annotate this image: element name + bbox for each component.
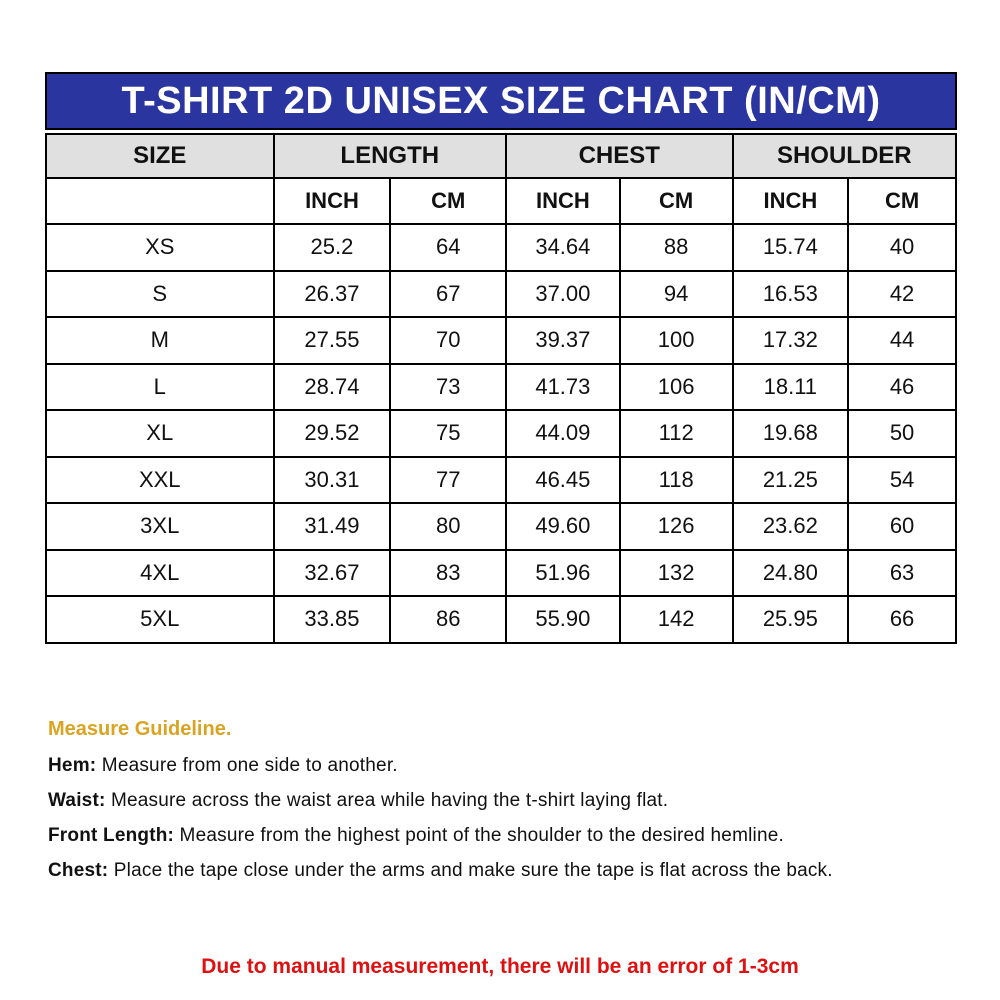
measurement-cell: 39.37 bbox=[506, 317, 620, 364]
measurement-cell: 55.90 bbox=[506, 596, 620, 643]
measurement-cell: 33.85 bbox=[274, 596, 391, 643]
measurement-cell: 73 bbox=[390, 364, 506, 411]
measurement-cell: 30.31 bbox=[274, 457, 391, 504]
guideline-item bbox=[48, 825, 958, 847]
column-header-length: LENGTH bbox=[274, 134, 506, 178]
table-row bbox=[46, 596, 956, 643]
unit-header-shoulder-cm: CM bbox=[848, 178, 956, 224]
measurement-cell: 63 bbox=[848, 550, 956, 597]
guideline-label: Front Length: bbox=[48, 825, 175, 846]
measurement-cell: 40 bbox=[848, 224, 956, 271]
guideline-text: Place the tape close under the arms and make sure the tape is flat across the back. bbox=[108, 860, 833, 881]
guideline-label: Hem: bbox=[48, 755, 97, 776]
measurement-cell: 24.80 bbox=[733, 550, 849, 597]
measurement-cell: 31.49 bbox=[274, 503, 391, 550]
guideline-item bbox=[48, 755, 958, 777]
size-cell: XXL bbox=[46, 457, 274, 504]
table-row bbox=[46, 550, 956, 597]
size-cell: XS bbox=[46, 224, 274, 271]
measurement-cell: 21.25 bbox=[733, 457, 849, 504]
guideline-text: Measure from the highest point of the shoulder to the desired hemline. bbox=[174, 825, 784, 846]
size-cell: L bbox=[46, 364, 274, 411]
measure-guideline-section bbox=[48, 718, 958, 895]
unit-header-length-cm: CM bbox=[390, 178, 506, 224]
measurement-cell: 18.11 bbox=[733, 364, 849, 411]
measurement-cell: 44.09 bbox=[506, 410, 620, 457]
measurement-cell: 100 bbox=[620, 317, 733, 364]
size-cell: M bbox=[46, 317, 274, 364]
table-row bbox=[46, 457, 956, 504]
measurement-cell: 28.74 bbox=[274, 364, 391, 411]
unit-header-chest-inch: INCH bbox=[506, 178, 620, 224]
measurement-cell: 27.55 bbox=[274, 317, 391, 364]
guideline-item bbox=[48, 790, 958, 812]
measurement-cell: 34.64 bbox=[506, 224, 620, 271]
guideline-text: Measure from one side to another. bbox=[96, 755, 398, 776]
measurement-cell: 70 bbox=[390, 317, 506, 364]
measurement-cell: 49.60 bbox=[506, 503, 620, 550]
measurement-cell: 37.00 bbox=[506, 271, 620, 318]
size-table bbox=[45, 133, 957, 644]
measurement-cell: 54 bbox=[848, 457, 956, 504]
measurement-cell: 25.95 bbox=[733, 596, 849, 643]
measurement-cell: 32.67 bbox=[274, 550, 391, 597]
size-cell: 5XL bbox=[46, 596, 274, 643]
measurement-cell: 126 bbox=[620, 503, 733, 550]
size-cell: XL bbox=[46, 410, 274, 457]
size-cell: S bbox=[46, 271, 274, 318]
measurement-cell: 83 bbox=[390, 550, 506, 597]
guideline-text: Measure across the waist area while having the t-shirt laying flat. bbox=[105, 790, 669, 811]
table-row bbox=[46, 271, 956, 318]
guideline-items bbox=[48, 755, 958, 882]
table-row bbox=[46, 364, 956, 411]
measurement-cell: 64 bbox=[390, 224, 506, 271]
measurement-cell: 19.68 bbox=[733, 410, 849, 457]
measurement-cell: 41.73 bbox=[506, 364, 620, 411]
size-table-body bbox=[46, 224, 956, 643]
measurement-cell: 44 bbox=[848, 317, 956, 364]
size-chart bbox=[45, 72, 957, 644]
column-header-size: SIZE bbox=[46, 134, 274, 178]
table-row bbox=[46, 410, 956, 457]
measurement-cell: 42 bbox=[848, 271, 956, 318]
measurement-cell: 26.37 bbox=[274, 271, 391, 318]
measurement-cell: 46.45 bbox=[506, 457, 620, 504]
measurement-error-note: Due to manual measurement, there will be an error of 1-3cm bbox=[201, 955, 799, 978]
measurement-cell: 88 bbox=[620, 224, 733, 271]
table-row bbox=[46, 224, 956, 271]
measurement-cell: 50 bbox=[848, 410, 956, 457]
measurement-cell: 46 bbox=[848, 364, 956, 411]
guideline-item bbox=[48, 860, 958, 882]
table-row bbox=[46, 317, 956, 364]
guideline-label: Waist: bbox=[48, 790, 106, 811]
column-header-shoulder: SHOULDER bbox=[733, 134, 956, 178]
measurement-cell: 94 bbox=[620, 271, 733, 318]
measurement-cell: 75 bbox=[390, 410, 506, 457]
unit-header-empty bbox=[46, 178, 274, 224]
unit-header-row bbox=[46, 178, 956, 224]
size-cell: 4XL bbox=[46, 550, 274, 597]
measurement-cell: 132 bbox=[620, 550, 733, 597]
measurement-cell: 77 bbox=[390, 457, 506, 504]
unit-header-length-inch: INCH bbox=[274, 178, 391, 224]
table-row bbox=[46, 503, 956, 550]
unit-header-chest-cm: CM bbox=[620, 178, 733, 224]
measurement-cell: 67 bbox=[390, 271, 506, 318]
measurement-cell: 80 bbox=[390, 503, 506, 550]
measurement-cell: 112 bbox=[620, 410, 733, 457]
measurement-cell: 16.53 bbox=[733, 271, 849, 318]
group-header-row bbox=[46, 134, 956, 178]
measurement-cell: 17.32 bbox=[733, 317, 849, 364]
guideline-heading: Measure Guideline. bbox=[48, 718, 232, 740]
measurement-cell: 23.62 bbox=[733, 503, 849, 550]
unit-header-shoulder-inch: INCH bbox=[733, 178, 849, 224]
chart-title-banner bbox=[45, 72, 957, 130]
size-cell: 3XL bbox=[46, 503, 274, 550]
column-header-chest: CHEST bbox=[506, 134, 733, 178]
measurement-cell: 86 bbox=[390, 596, 506, 643]
measurement-cell: 60 bbox=[848, 503, 956, 550]
measurement-cell: 106 bbox=[620, 364, 733, 411]
measurement-cell: 51.96 bbox=[506, 550, 620, 597]
measurement-cell: 25.2 bbox=[274, 224, 391, 271]
measurement-cell: 142 bbox=[620, 596, 733, 643]
measurement-cell: 29.52 bbox=[274, 410, 391, 457]
guideline-label: Chest: bbox=[48, 860, 109, 881]
page-title: T-SHIRT 2D UNISEX SIZE CHART (IN/CM) bbox=[121, 79, 881, 122]
measurement-cell: 15.74 bbox=[733, 224, 849, 271]
measurement-cell: 118 bbox=[620, 457, 733, 504]
measurement-cell: 66 bbox=[848, 596, 956, 643]
